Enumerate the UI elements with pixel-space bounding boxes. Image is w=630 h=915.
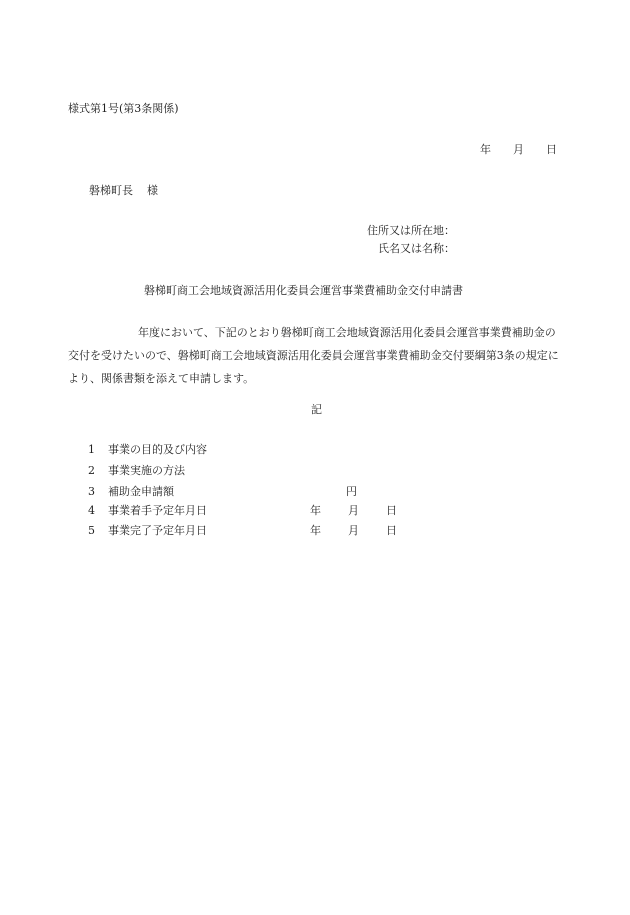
item-number: 1 (88, 443, 95, 456)
applicant-address-label: 住所又は所在地： (367, 224, 455, 237)
applicant-name-label: 氏名又は名称： (378, 242, 455, 255)
item-day: 日 (386, 524, 397, 537)
item-yen-unit: 円 (346, 485, 357, 498)
date-month: 月 (513, 143, 524, 156)
addressee-honorific: 様 (147, 184, 158, 197)
date-day: 日 (546, 143, 557, 156)
ki-heading: 記 (311, 403, 322, 416)
item-label: 事業実施の方法 (108, 464, 185, 477)
document-title: 磐梯町商工会地域資源活用化委員会運営事業費補助金交付申請書 (144, 284, 463, 297)
item-day: 日 (386, 504, 397, 517)
item-label: 事業着手予定年月日 (108, 504, 207, 517)
item-label: 補助金申請額 (108, 485, 174, 498)
item-year: 年 (310, 524, 321, 537)
item-label: 事業完了予定年月日 (108, 524, 207, 537)
addressee (89, 184, 158, 198)
item-label: 事業の目的及び内容 (108, 443, 207, 456)
body-paragraph-text: 年度において、下記のとおり磐梯町商工会地域資源活用化委員会運営事業費補助金の交付を受けたいので、磐梯町商工会地域資源活用化委員会運営事業費補助金交付要綱第3条の規定により、関係書類を添えて申請します。 (68, 326, 559, 385)
date-line (480, 143, 557, 157)
item-year: 年 (310, 504, 321, 517)
form-number: 様式第1号(第3条関係) (68, 102, 179, 115)
item-number: 5 (88, 524, 95, 537)
item-number: 2 (88, 464, 95, 477)
item-number: 3 (88, 485, 95, 498)
date-year: 年 (480, 143, 491, 156)
addressee-name: 磐梯町長 (89, 184, 133, 197)
item-month: 月 (348, 504, 359, 517)
item-number: 4 (88, 504, 95, 517)
item-month: 月 (348, 524, 359, 537)
body-paragraph (68, 321, 562, 390)
